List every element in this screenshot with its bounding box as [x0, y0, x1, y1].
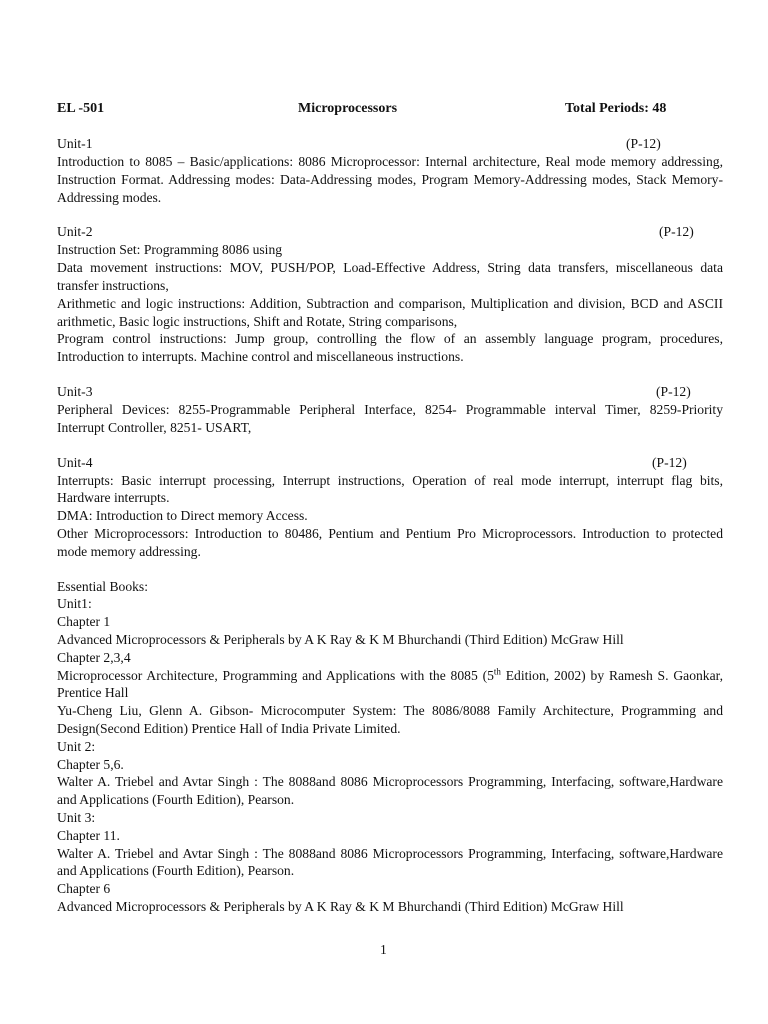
book-reference: Advanced Microprocessors & Peripherals by A K Ray & K M Bhurchandi (Third Edition) McGraw Hill: [57, 898, 624, 914]
book-reference: Walter A. Triebel and Avtar Singh : The 8088and 8086 Microprocessors Programming, Interfacing, software,Hardware and Applications (Fourth Edition), Pearson.: [57, 774, 723, 808]
unit-paragraph: DMA: Introduction to Direct memory Access.: [57, 508, 308, 524]
books-chapter: Chapter 5,6.: [57, 756, 124, 772]
unit-heading: [57, 454, 723, 472]
book-reference: [57, 667, 723, 703]
unit-heading: [57, 223, 723, 241]
books-unit-label: Unit 2:: [57, 738, 96, 754]
unit-periods: (P-12): [652, 454, 687, 470]
unit-label: Unit-1: [57, 136, 93, 151]
essential-books-section: [57, 578, 723, 916]
unit-paragraph: Program control instructions: Jump group, controlling the flow of an assembly language program, procedures, Introduction to interrupts. Machine control and miscellaneous instructions.: [57, 331, 723, 365]
books-chapter: Chapter 2,3,4: [57, 649, 131, 665]
unit-heading: [57, 135, 723, 153]
book-reference-text: Microprocessor Architecture, Programming and Applications with the 8085 (5: [57, 667, 494, 683]
course-title: Microprocessors: [298, 101, 398, 116]
unit-2-section: [57, 223, 723, 366]
books-unit-label: Unit1:: [57, 596, 92, 612]
page-number: 1: [380, 942, 387, 957]
syllabus-page: [57, 100, 723, 916]
book-reference: Yu-Cheng Liu, Glenn A. Gibson- Microcomputer System: The 8086/8088 Family Architecture, Programming and Design(Second Edition) Prentice Hall of India Private Limited.: [57, 703, 723, 736]
unit-paragraph: Other Microprocessors: Introduction to 80486, Pentium and Pentium Pro Microprocessors. Introduction to protected mode memory addressing.: [57, 525, 723, 559]
unit-paragraph: Peripheral Devices: 8255-Programmable Peripheral Interface, 8254- Programmable interval Timer, 8259-Priority Interrupt Controller, 8251- USART,: [57, 401, 723, 435]
unit-paragraph: Data movement instructions: MOV, PUSH/POP, Load-Effective Address, String data transfers, miscellaneous data transfer instructions,: [57, 260, 723, 293]
total-periods: Total Periods: 48: [565, 101, 667, 116]
course-code: EL -501: [57, 101, 105, 116]
unit-1-section: [57, 135, 723, 206]
unit-label: Unit-3: [57, 383, 93, 399]
unit-paragraph: Instruction Set: Programming 8086 using: [57, 242, 283, 258]
unit-periods: (P-12): [659, 224, 694, 240]
unit-3-section: [57, 383, 723, 437]
unit-label: Unit-2: [57, 224, 93, 240]
unit-heading: [57, 383, 723, 401]
unit-paragraph: Arithmetic and logic instructions: Addition, Subtraction and comparison, Multiplication and division, BCD and ASCII arithmetic, Basic logic instructions, Shift and Rotate, String comparisons,: [57, 295, 723, 329]
unit-paragraph: Interrupts: Basic interrupt processing, Interrupt instructions, Operation of real mode interrupt, interrupt flag bits, Hardware interrupts.: [57, 472, 723, 506]
unit-4-section: [57, 454, 723, 561]
books-chapter: Chapter 6: [57, 881, 111, 897]
book-reference: Advanced Microprocessors & Peripherals by A K Ray & K M Bhurchandi (Third Edition) McGraw Hill: [57, 631, 624, 647]
unit-periods: (P-12): [656, 383, 691, 399]
book-reference: Walter A. Triebel and Avtar Singh : The 8088and 8086 Microprocessors Programming, Interfacing, software,Hardware and Applications (Fourth Edition), Pearson.: [57, 845, 723, 879]
superscript: th: [493, 666, 501, 676]
book-reference-text: Edition, 2002) by Ramesh S. Gaonkar, Prentice Hall: [57, 667, 724, 701]
course-header: [57, 100, 723, 118]
unit-paragraph: Introduction to 8085 – Basic/applications: 8086 Microprocessor: Internal architecture, Real mode memory addressing, Instruction Format. Addressing modes: Data-Addressing modes, Program Memory-Addressing modes, Stack Memory-Addressing modes.: [57, 154, 723, 205]
books-heading: Essential Books:: [57, 578, 149, 594]
books-chapter: Chapter 11.: [57, 827, 120, 843]
unit-periods: (P-12): [626, 136, 661, 151]
books-unit-label: Unit 3:: [57, 809, 96, 825]
unit-label: Unit-4: [57, 454, 93, 470]
books-chapter: Chapter 1: [57, 614, 111, 630]
